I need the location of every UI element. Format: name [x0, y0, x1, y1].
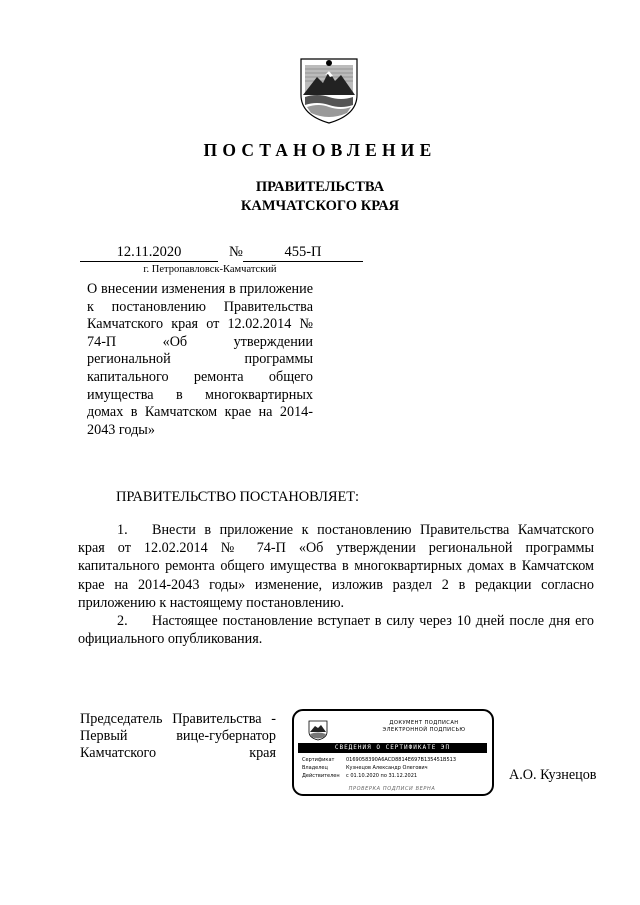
number-sign: №: [229, 244, 243, 260]
item-text: Настоящее постановление вступает в силу через 10 дней после дня его официального опубликования.: [78, 613, 594, 648]
position-line-2: Первый вице-губернатор: [80, 728, 276, 745]
item-text: Внести в приложение к постановлению Правительства Камчатского края от 12.02.2014 № 74-П «Об утверждении региональной программы капитального ремонта общего имущества в многоквартирных домах в Камчатском крае на 2014-2043 годы» изменение, изложив раздел 2 в редакции согласно приложению к настоящему постановлению.: [78, 522, 594, 611]
certificate-label: Сертификат: [302, 757, 335, 763]
item-number: 1.: [117, 522, 128, 538]
stamp-owner-row: [302, 765, 428, 772]
owner-value: Кузнецов Александр Олегович: [346, 765, 428, 771]
decree-phrase: ПРАВИТЕЛЬСТВО ПОСТАНОВЛЯЕТ:: [116, 489, 359, 505]
document-date: 12.11.2020: [80, 244, 218, 262]
issue-city: г. Петропавловск-Камчатский: [143, 264, 277, 275]
kamchatka-coat-of-arms-icon: [297, 55, 361, 125]
decree-item-2: [78, 612, 594, 648]
stamp-heading: [372, 720, 476, 734]
issuer-line-2: КАМЧАТСКОГО КРАЯ: [240, 198, 400, 214]
document-number: 455-П: [243, 244, 363, 262]
certificate-value: 0169058390A6ACD8814E697B135451B513: [346, 757, 457, 763]
stamp-certificate-row: [302, 757, 456, 764]
validity-value: с 01.10.2020 по 31.12.2021: [346, 773, 418, 779]
owner-label: Владелец: [302, 765, 328, 771]
signer-position: [80, 711, 276, 763]
decree-body: [78, 521, 594, 648]
decree-item-1: [78, 521, 594, 612]
kamchatka-coat-of-arms-icon: [307, 719, 329, 741]
coat-of-arms-emblem: [297, 55, 361, 125]
stamp-validity-row: [302, 773, 417, 780]
item-number: 2.: [117, 613, 128, 630]
position-line-1: Председатель Правительства -: [80, 711, 276, 727]
stamp-certificate-title: СВЕДЕНИЯ О СЕРТИФИКАТЕ ЭП: [298, 743, 487, 753]
validity-label: Действителен: [302, 773, 340, 779]
stamp-heading-line-2: ЭЛЕКТРОННОЙ ПОДПИСЬЮ: [382, 727, 466, 733]
position-line-3: Камчатского края: [80, 745, 276, 762]
document-type-title: ПОСТАНОВЛЕНИЕ: [203, 140, 437, 160]
issuer-line-1: ПРАВИТЕЛЬСТВА: [255, 179, 385, 195]
signer-name: А.О. Кузнецов: [509, 767, 597, 783]
document-subject: О внесении изменения в приложение к постановлению Правительства Камчатского края от 12.02.2014 № 74-П «Об утверждении региональной программы капитального ремонта общего имущества в многоквартирных домах в Камчатском крае на 2014-2043 годы»: [87, 281, 313, 438]
stamp-heading-line-1: ДОКУМЕНТ ПОДПИСАН: [389, 720, 459, 726]
electronic-signature-stamp: [292, 709, 494, 796]
stamp-footer: ПРОВЕРКА ПОДПИСИ ВЕРНА: [348, 786, 436, 792]
issuer-block: [0, 178, 640, 216]
